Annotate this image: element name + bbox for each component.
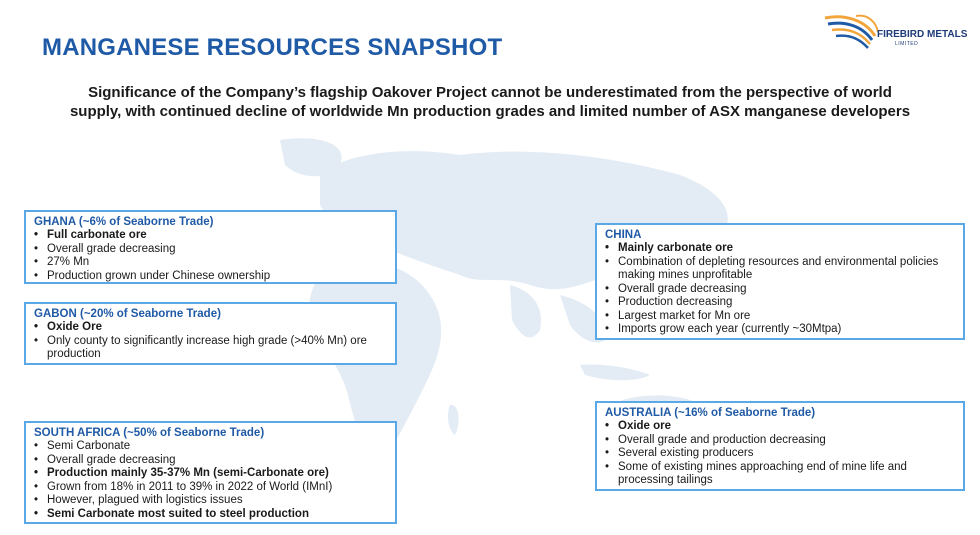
australia-heading: AUSTRALIA (~16% of Seaborne Trade): [605, 407, 816, 419]
list-item: • Mainly carbonate ore: [605, 242, 955, 256]
ghana-box: [24, 210, 397, 284]
logo-name: FIREBIRD METALS: [877, 29, 968, 40]
list-item: • Production decreasing: [605, 296, 955, 310]
list-item: • Largest market for Mn ore: [605, 310, 955, 324]
australia-box: [595, 401, 965, 491]
list-item: • Production mainly 35-37% Mn (semi-Carbonate ore): [34, 467, 387, 481]
gabon-heading: GABON (~20% of Seaborne Trade): [34, 308, 221, 320]
list-item: • Overall grade decreasing: [34, 243, 387, 257]
list-item: • Overall grade decreasing: [34, 454, 387, 468]
south-africa-box: [24, 421, 397, 524]
south-africa-heading: SOUTH AFRICA (~50% of Seaborne Trade): [34, 427, 265, 439]
gabon-box: [24, 302, 397, 365]
list-item: • Semi Carbonate most suited to steel production: [34, 508, 387, 522]
ghana-heading: GHANA (~6% of Seaborne Trade): [34, 216, 214, 228]
list-item: • Semi Carbonate: [34, 440, 387, 454]
list-item: • Some of existing mines approaching end of mine life and processing tailings: [605, 461, 955, 488]
list-item: • Several existing producers: [605, 447, 955, 461]
list-item: • However, plagued with logistics issues: [34, 494, 387, 508]
list-item: • Full carbonate ore: [34, 229, 387, 243]
list-item: • Oxide ore: [605, 420, 955, 434]
list-item: • Only county to significantly increase high grade (>40% Mn) ore production: [34, 335, 387, 362]
page-title: MANGANESE RESOURCES SNAPSHOT: [42, 34, 503, 61]
logo-sub: LIMITED: [895, 41, 919, 47]
subtitle: [40, 83, 940, 121]
list-item: • Combination of depleting resources and environmental policies making mines unprofitable: [605, 256, 955, 283]
subtitle-line-2: supply, with continued decline of worldwide Mn production grades and limited number of ASX manganese developers: [69, 103, 911, 120]
list-item: • 27% Mn: [34, 256, 387, 270]
china-heading: CHINA: [605, 229, 642, 241]
list-item: • Imports grow each year (currently ~30Mtpa): [605, 323, 955, 337]
china-box: [595, 223, 965, 340]
subtitle-line-1: Significance of the Company’s flagship Oakover Project cannot be underestimated from the perspective of world: [88, 84, 892, 101]
list-item: • Oxide Ore: [34, 321, 387, 335]
list-item: • Overall grade and production decreasing: [605, 434, 955, 448]
list-item: • Grown from 18% in 2011 to 39% in 2022 of World (IMnI): [34, 481, 387, 495]
list-item: • Production grown under Chinese ownership: [34, 270, 387, 284]
list-item: • Overall grade decreasing: [605, 283, 955, 297]
